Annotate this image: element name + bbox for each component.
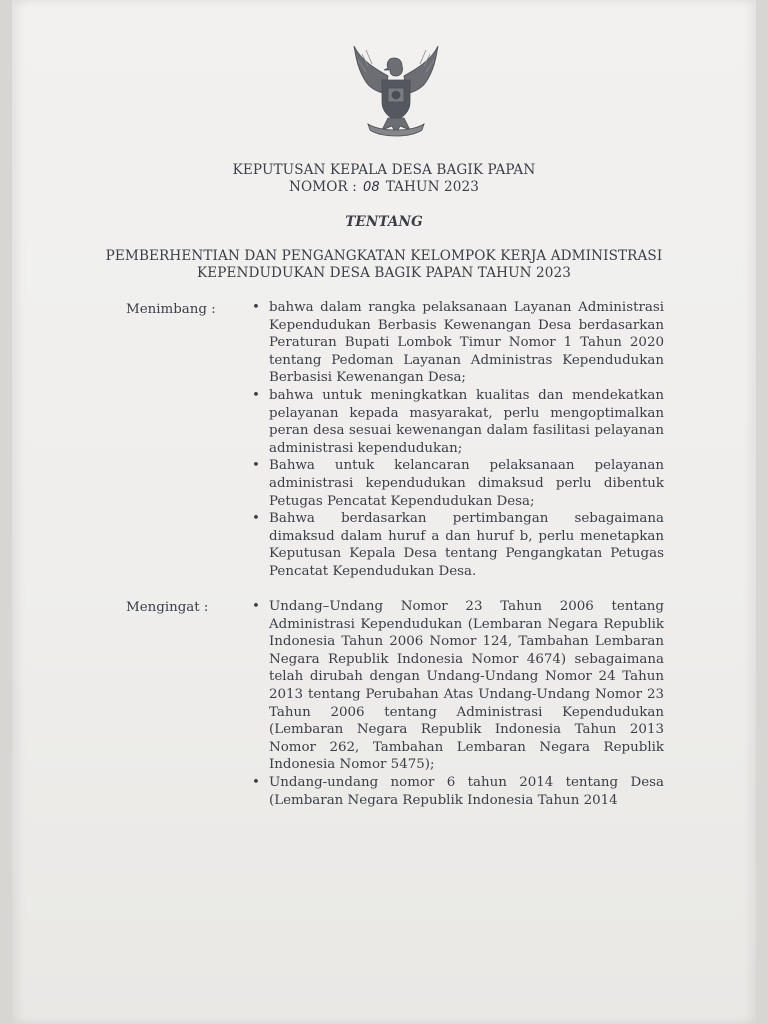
- decree-number-line: [0, 179, 768, 195]
- list-item: • Undang–Undang Nomor 23 Tahun 2006 tentang Administrasi Kependudukan (Lembaran Negara Republik Indonesia Tahun 2006 Nomor 124, Tambahan Lembaran Negara Republik Indonesia Nomor 4674) sebagaimana telah dirubah dengan Undang-Undang Nomor 24 Tahun 2013 tentang Perubahan Atas Undang-Undang Nomor 23 Tahun 2006 tentang Administrasi Kependudukan (Lembaran Negara Republik Indonesia Tahun 2013 Nomor 262, Tambahan Lembaran Negara Republik Indonesia Nomor 5475);: [252, 598, 664, 774]
- list-item: • Bahwa untuk kelancaran pelaksanaan pelayanan administrasi kependudukan dimaksud perlu dibentuk Petugas Pencatat Kependudukan Desa;: [252, 457, 664, 510]
- decree-title: KEPUTUSAN KEPALA DESA BAGIK PAPAN: [232, 162, 536, 178]
- menimbang-label: Menimbang :: [126, 302, 216, 317]
- tentang-heading: TENTANG: [345, 214, 423, 230]
- nomor-value: 08: [362, 180, 380, 195]
- subject-line-2: KEPENDUDUKAN DESA BAGIK PAPAN TAHUN 2023: [196, 265, 572, 281]
- nomor-label: NOMOR :: [289, 179, 357, 195]
- garuda-emblem-icon: [348, 40, 444, 140]
- menimbang-list: [252, 299, 664, 581]
- list-item: • bahwa dalam rangka pelaksanaan Layanan Administrasi Kependudukan Berbasis Kewenangan Desa berdasarkan Peraturan Bupati Lombok Timur Nomor 1 Tahun 2020 tentang Pedoman Layanan Administras Kependudukan Berbasisi Kewenangan Desa;: [252, 299, 664, 387]
- mengingat-list: [252, 598, 664, 809]
- tahun-label: TAHUN 2023: [385, 179, 479, 195]
- subject-line-1: PEMBERHENTIAN DAN PENGANGKATAN KELOMPOK KERJA ADMINISTRASI: [105, 248, 663, 264]
- list-item: • Bahwa berdasarkan pertimbangan sebagaimana dimaksud dalam huruf a dan huruf b, perlu menetapkan Keputusan Kepala Desa tentang Pengangkatan Petugas Pencatat Kependudukan Desa.: [252, 510, 664, 580]
- mengingat-label: Mengingat :: [126, 600, 209, 615]
- list-item: • bahwa untuk meningkatkan kualitas dan mendekatkan pelayanan kepada masyarakat, perlu mengoptimalkan peran desa sesuai kewenangan dalam fasilitasi pelayanan administrasi kependudukan;: [252, 387, 664, 457]
- list-item: • Undang-undang nomor 6 tahun 2014 tentang Desa (Lembaran Negara Republik Indonesia Tahun 2014: [252, 774, 664, 809]
